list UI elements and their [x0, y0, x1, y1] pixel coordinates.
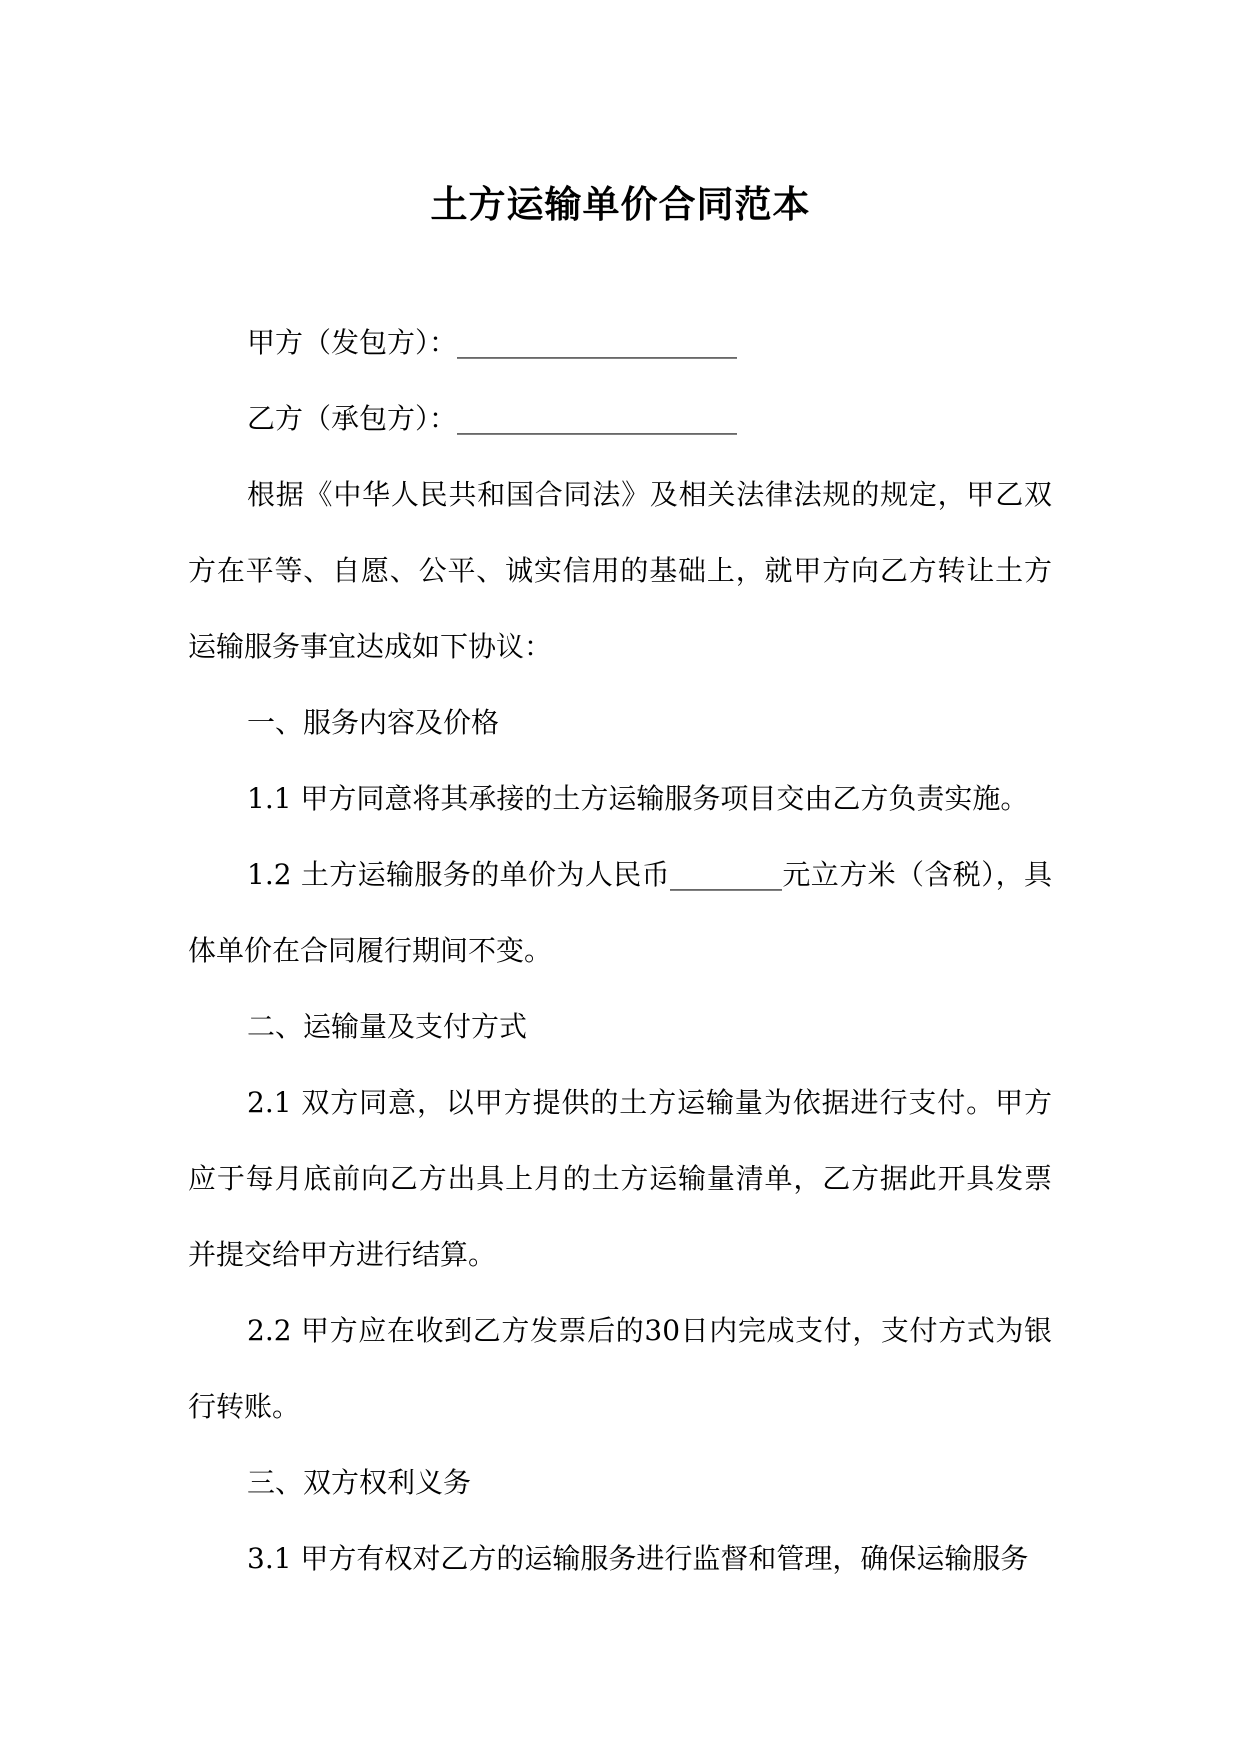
- document-body: [188, 305, 1052, 1597]
- clause-1-2: 1.2 土方运输服务的单价为人民币________元立方米（含税），具体单价在合同履行期间不变。: [188, 858, 1052, 967]
- intro-paragraph: 根据《中华人民共和国合同法》及相关法律法规的规定，甲乙双方在平等、自愿、公平、诚实信用的基础上，就甲方向乙方转让土方运输服务事宜达成如下协议：: [188, 478, 1052, 663]
- clause-3-1: 3.1 甲方有权对乙方的运输服务进行监督和管理，确保运输服务: [247, 1542, 1029, 1575]
- clause-2-1: 2.1 双方同意，以甲方提供的土方运输量为依据进行支付。甲方应于每月底前向乙方出具上月的土方运输量清单，乙方据此开具发票并提交给甲方进行结算。: [188, 1086, 1052, 1271]
- document-title: 土方运输单价合同范本: [430, 183, 811, 226]
- party-b-line: 乙方（承包方）：____________________: [247, 402, 738, 435]
- section-heading-1: 一、服务内容及价格: [247, 706, 500, 739]
- party-a-line: 甲方（发包方）：____________________: [247, 326, 738, 359]
- section-heading-2: 二、运输量及支付方式: [247, 1010, 528, 1043]
- clause-1-1: 1.1 甲方同意将其承接的土方运输服务项目交由乙方负责实施。: [247, 782, 1029, 815]
- clause-2-2: 2.2 甲方应在收到乙方发票后的30日内完成支付，支付方式为银行转账。: [188, 1314, 1052, 1423]
- section-heading-3: 三、双方权利义务: [247, 1466, 472, 1499]
